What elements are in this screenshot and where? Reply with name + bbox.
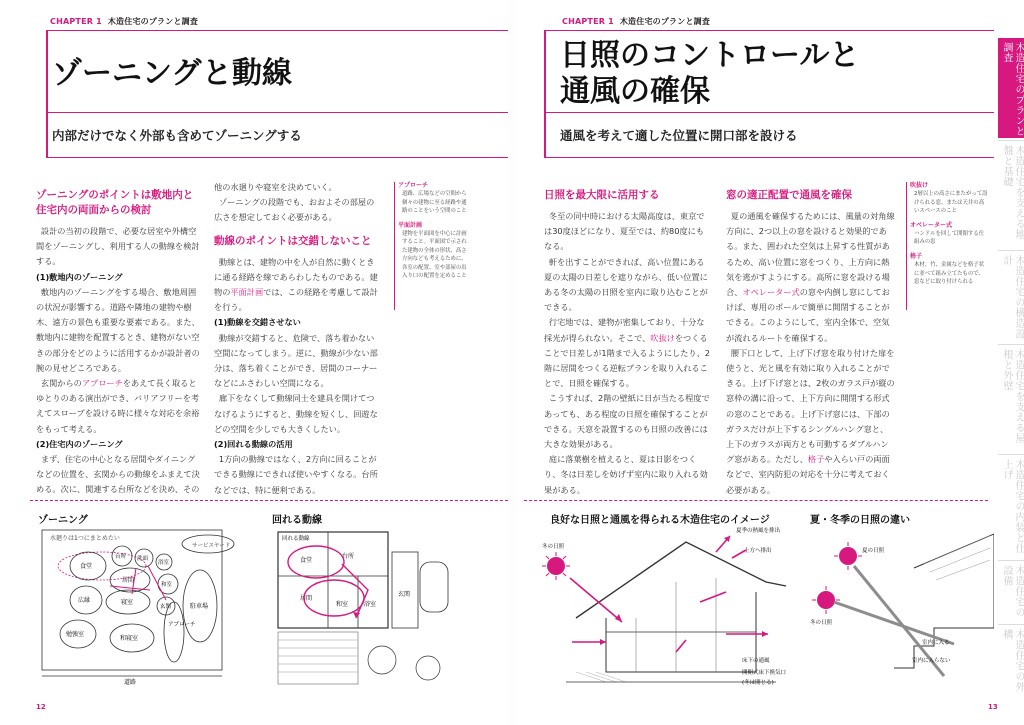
tab-chapter-7[interactable]: 木造住宅の外構: [998, 624, 1024, 692]
sidenote-list: [398, 182, 472, 280]
text-column-1: [36, 188, 202, 498]
diagram-label: サービスヤード: [192, 543, 231, 549]
tab-chapter-2[interactable]: 木造住宅を支える地盤と基礎: [998, 140, 1024, 248]
title-line: 日照のコントロールと: [560, 38, 860, 73]
chapter-header: [562, 16, 710, 27]
sidenote-rule: [906, 182, 907, 310]
sidenote-body: 建物を平面図を中心に計画すること。平面図で示された建物の全体の形状、高さ方向なども考えるために、各室の配置、室や部屋の出入り口の配置を定めること: [402, 231, 467, 280]
text: 行宅地では、建物が密集しており、十分な採光が得られない。そこで、: [544, 317, 705, 343]
sidenote-rule: [394, 182, 395, 310]
diagram-label: 冬の日照: [542, 544, 565, 550]
tab-chapter-5[interactable]: 木造住宅の内装と仕上げ: [998, 454, 1024, 558]
diagram-label: 広縁: [78, 597, 91, 604]
diagram-label: 道路: [124, 679, 137, 686]
figure-title: 夏・冬季の日照の違い: [810, 515, 910, 526]
sidenote: [398, 222, 472, 230]
diagram-label: 玄関: [398, 591, 411, 598]
title-accent-bar: [46, 30, 48, 158]
paragraph: 冬至の同中時における太陽高度は、東京では30度ほどになり、夏至では、約80度にもなる。: [544, 211, 705, 252]
diagram-label: 和室: [161, 582, 173, 588]
figure-title: ゾーニング: [38, 515, 88, 526]
diagram-label: 夏の日照: [862, 548, 885, 554]
title-line: 通風の確保: [560, 74, 710, 109]
chapter-label: CHAPTER 1: [562, 17, 614, 26]
diagram-label: 浴室: [158, 560, 170, 566]
paragraph: 軒を出すことができれば、高い位置にある夏の太陽の日差しを遮りながら、低い位置にある冬の太陽の日照を室内に取り込むことができる。: [544, 256, 708, 313]
diagram-label: 勉強室: [66, 631, 85, 638]
keyword-link[interactable]: 格子: [807, 454, 825, 465]
tab-chapter-1[interactable]: 木造住宅のプランと調査: [998, 38, 1024, 138]
figure-divider: [524, 500, 988, 501]
subheading: (1)動線を交錯させない: [214, 317, 301, 328]
chapter-title: 木造住宅のプランと調査: [619, 17, 711, 26]
subheading: (1)敷地内のゾーニング: [36, 271, 123, 282]
diagram-label: 浴室: [364, 601, 377, 608]
left-page: [0, 0, 510, 725]
sidenote-term: 平面計画: [398, 221, 423, 229]
figure-divider: [30, 500, 508, 501]
paragraph: 1方向の動線ではなく、2方向に回ることができる動線にできれば使いやすくなる。台所などでは、特に便利である。: [214, 454, 378, 495]
sidenote-term: アプローチ: [398, 182, 429, 189]
sun-angle-diagram: [804, 528, 994, 688]
paragraph: 動線が交錯すると、危険で、落ち着かない空間になってしまう。逆に、動線が少ない部分は、落ち着くことができ、居間のコーナーなどにふさわしい空間になる。: [214, 332, 378, 389]
paragraph: 設計の当初の段階で、必要な居室や外構空間をゾーニングし、利用する人の動線を検討する。: [36, 226, 200, 267]
section-heading: ゾーニングのポイントは敷地内と住宅内の両面からの検討: [36, 189, 194, 216]
text: の窓や内倒し窓にしておけば、専用のポールで簡単に開閉することができる。このようにして、室内全体で、空気が流れるルートを確保する。: [726, 287, 890, 343]
text: をつくることで日差しが1階まで入るようにしたり、2階に居間をつくる逆転プランを取り入れることで、日照を確保する。: [544, 332, 710, 389]
paragraph: ゾーニングの段階でも、おおよその部屋の広さを想定しておく必要がある。: [214, 197, 375, 223]
sidenote: [910, 182, 988, 190]
sidenote-body: ハンドルを回して開閉する仕組みの窓: [914, 231, 985, 246]
diagram-label: 居間: [122, 577, 135, 584]
diagram-label: 夏季の熱風を排出: [736, 528, 781, 534]
diagram-label: 台所: [342, 553, 355, 560]
diagram-label: (冬は閉じる): [742, 680, 774, 686]
text: 腰下口として、上げ下げ窓を取り付けた扉を使うと、光と風を有効に取り入れることができる。上げ下げ窓とは、2枚のガラス戸が縦の窓枠の溝に沿って、上下方向に開閉する形式の窓のことである。上げ下げ窓には、下部のガラスだけが上下するシングルハング窓と、上下のガラスが両方とも可動するダブルハング窓がある。ただし、: [726, 347, 895, 465]
subheading: (2)住宅内のゾーニング: [36, 438, 123, 449]
diagram-label: 食堂: [80, 563, 93, 570]
diagram-label: 洗面: [137, 556, 149, 562]
diagram-label: 居間: [300, 595, 313, 602]
text: 動線とは、建物の中を人が自然に動くときに通る経路を線であらわしたものである。建物の: [214, 256, 378, 298]
diagram-label: 室内に入らない: [912, 658, 951, 664]
paragraph: 敷地内のゾーニングをする場合、敷地周囲の状況が影響する。道路や隣地の建物や樹木、遠方の景色も重要な要素である。また、敷地内に建物を配置するとき、建物がない空きの部分をどのように活用するかが設計者の腕の見せどころである。: [36, 286, 200, 373]
text: 夏の通風を確保するためには、風量の対角線方向に、2つ以上の窓を設けると効果的である。また、囲われた空気は上昇する性質があるため、高い位置に窓をつくり、上方向に熱気を逃がすようにする。高所に窓を設ける場合、: [726, 211, 895, 298]
paragraph: [544, 315, 712, 391]
paragraph: [726, 346, 896, 498]
tab-chapter-6[interactable]: 木造住宅の設備: [998, 560, 1024, 622]
page-number-text: 12: [36, 703, 46, 711]
diagram-label: 水廻りは1つにまとめたい: [50, 535, 120, 542]
diagram-label: 冬の日照: [810, 620, 833, 626]
page-number: [36, 703, 46, 711]
text-column-1: [544, 188, 712, 498]
diagram-label: 駐車場: [190, 603, 209, 610]
sidenote-term: 吹抜け: [910, 182, 929, 189]
title-accent-bar: [544, 30, 546, 158]
diagram-label: 食堂: [300, 557, 313, 564]
paragraph: [726, 209, 896, 346]
sidenote-term: オペレーター式: [910, 221, 953, 229]
title-bottom-rule: [46, 112, 508, 113]
diagram-label: 寝室: [121, 599, 134, 606]
page-subtitle: 通風を考えて適した位置に開口部を設ける: [560, 128, 798, 143]
page-title: [560, 38, 859, 110]
text: や入らい戸の両面などで、室内防犯の対応を十分に考えておく必要がある。: [726, 454, 890, 495]
chapter-label: CHAPTER 1: [50, 17, 102, 26]
chapter-header: [50, 16, 198, 27]
subheading: (2)回れる動線の活用: [214, 439, 293, 450]
page-number-text: 13: [988, 703, 998, 711]
paragraph: 他の水廻りや寝室を決めていく。: [214, 182, 337, 192]
sidenote-term: 格子: [910, 252, 923, 260]
zoning-diagram: [40, 528, 255, 688]
diagram-label: 室内に入る: [922, 640, 950, 646]
paragraph: こうすれば、2階の壁紙に日が当たる程度であっても、ある程度の日照を確保することができる。天窓を設置するのも日照の改善には大きな効果がある。: [544, 393, 710, 450]
subtitle-rule: [46, 157, 508, 158]
keyword-link[interactable]: 平面計画: [230, 287, 264, 298]
text: では、この経路を考慮して設計を行う。: [214, 287, 378, 313]
figure-title: 良好な日照と通風を得られる木造住宅のイメージ: [550, 515, 770, 526]
text: をあえて長く取るとゆとりのある演出ができ、バリアフリーを考えてスロープを設ける時に様々な対応を余裕をもって考える。: [36, 378, 200, 434]
section-heading: 日照を最大限に活用する: [544, 189, 660, 201]
diagram-label: アプローチ: [168, 622, 196, 628]
right-page: [514, 0, 1024, 725]
keyword-link[interactable]: 吹抜け: [650, 332, 675, 343]
title-top-rule: [544, 30, 994, 31]
diagram-label: 上方へ排出: [744, 548, 772, 554]
section-heading: 窓の適正配置で通風を確保: [726, 189, 852, 201]
diagram-label: 開閉式床下換気口: [742, 670, 787, 676]
paragraph: [36, 376, 202, 437]
tab-chapter-4[interactable]: 木造住宅を支える屋根と外壁: [998, 344, 1024, 452]
paragraph: [214, 255, 382, 316]
diagram-label: 和室: [336, 601, 349, 608]
sidenote-body: 道路、広場などの空間から個々の建物に至る経路や通路のことをいう空間のこと: [402, 191, 467, 215]
sidenote-body: 2層以上の高さにまたがって設けられる窓、または天井の高いスペースのこと: [914, 191, 988, 215]
text-column-2: [726, 188, 896, 498]
house-section-illustration: [536, 522, 806, 690]
sidenote-list: [910, 182, 988, 286]
tab-chapter-3[interactable]: 木造住宅の構造設計: [998, 250, 1024, 342]
circulation-plan: [272, 528, 458, 690]
diagram-label: 和寝室: [120, 635, 139, 642]
paragraph: まず、住宅の中心となる居間やダイニングなどの位置を、玄関からの動線をふまえて決める。次に、関連する台所などを決め、その: [36, 454, 200, 495]
diagram-label: 回れる動線: [282, 536, 310, 542]
keyword-link[interactable]: アプローチ: [81, 378, 123, 389]
subtitle-rule: [544, 157, 994, 158]
page-subtitle: 内部だけでなく外部も含めてゾーニングする: [52, 128, 302, 143]
text-column-2: [214, 180, 382, 498]
text: 玄関からの: [40, 378, 82, 389]
title-bottom-rule: [544, 112, 994, 113]
paragraph: 庭に落葉樹を植えると、夏は日影をつくり、冬は日差しを妨げず室内に取り入れる効果がある。: [544, 454, 708, 495]
sidenote: [910, 253, 988, 261]
paragraph: 廊下をなくして動線同士を建具を開けてつなげるようにすると、動線を短くし、回遊などの空間を少しでも大きくしたい。: [214, 393, 378, 434]
diagram-label: 台所: [115, 554, 127, 560]
sidenote: [910, 222, 988, 230]
sidenote: [398, 182, 472, 190]
sidenote-body: 木材、竹、金属などを格子状に並べて組み立てたもので、窓などに取り付けられる: [914, 262, 985, 286]
chapter-title: 木造住宅のプランと調査: [107, 17, 199, 26]
figure-title: 回れる動線: [272, 515, 322, 526]
page-number: [988, 703, 998, 711]
page-title: ゾーニングと動線: [52, 56, 292, 91]
keyword-link[interactable]: オペレーター式: [742, 287, 800, 298]
diagram-label: 玄関: [160, 604, 172, 610]
title-top-rule: [46, 30, 508, 31]
diagram-label: 床下の通風: [742, 658, 770, 664]
section-heading: 動線のポイントは交錯しないこと: [214, 234, 372, 247]
